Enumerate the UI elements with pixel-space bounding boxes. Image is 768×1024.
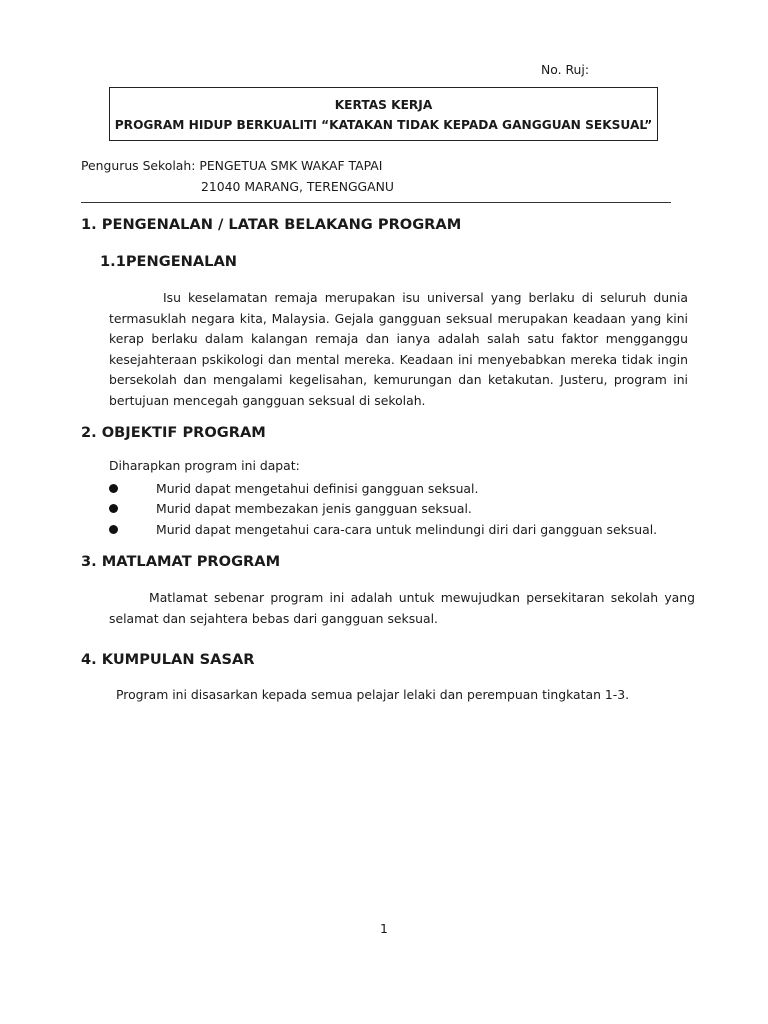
section-1-1-heading: 1.1PENGENALAN bbox=[100, 253, 237, 270]
bullet-icon bbox=[109, 525, 118, 534]
reference-number-label: No. Ruj: bbox=[541, 62, 590, 77]
section-1-heading: 1. PENGENALAN / LATAR BELAKANG PROGRAM bbox=[81, 216, 462, 233]
list-item bbox=[109, 499, 657, 520]
section-4-heading: 4. KUMPULAN SASAR bbox=[81, 651, 255, 668]
section-4-text: Program ini disasarkan kepada semua pelajar lelaki dan perempuan tingkatan 1-3. bbox=[116, 687, 630, 702]
section-3-paragraph bbox=[109, 588, 695, 629]
title-box bbox=[109, 87, 658, 141]
list-item bbox=[109, 478, 657, 499]
school-address-line: 21040 MARANG, TERENGGANU bbox=[201, 179, 394, 194]
section-1-1-paragraph bbox=[109, 288, 688, 412]
objective-text: Murid dapat mengetahui definisi gangguan seksual. bbox=[156, 480, 479, 496]
section-3-text: Matlamat sebenar program ini adalah untuk mewujudkan persekitaran sekolah yang selamat dan sejahtera bebas dari gangguan seksual. bbox=[109, 590, 695, 626]
school-manager-block bbox=[81, 155, 394, 197]
list-item bbox=[109, 519, 657, 540]
school-manager-line: Pengurus Sekolah: PENGETUA SMK WAKAF TAPAI bbox=[81, 158, 383, 173]
section-3-heading: 3. MATLAMAT PROGRAM bbox=[81, 553, 281, 570]
objective-list bbox=[109, 478, 657, 540]
bullet-icon bbox=[109, 504, 118, 513]
section-2-heading: 2. OBJEKTIF PROGRAM bbox=[81, 424, 266, 441]
objective-text: Murid dapat mengetahui cara-cara untuk melindungi diri dari gangguan seksual. bbox=[156, 521, 658, 537]
bullet-icon bbox=[109, 484, 118, 493]
objective-text: Murid dapat membezakan jenis gangguan seksual. bbox=[156, 501, 472, 517]
document-type-title: KERTAS KERJA bbox=[334, 98, 433, 112]
page-number: 1 bbox=[380, 921, 388, 936]
program-title: PROGRAM HIDUP BERKUALITI “KATAKAN TIDAK KEPADA GANGGUAN SEKSUAL” bbox=[114, 118, 653, 132]
section-1-1-text: Isu keselamatan remaja merupakan isu universal yang berlaku di seluruh dunia termasuklah negara kita, Malaysia. Gejala gangguan seksual merupakan keadaan yang kini kerap berlaku dalam kalangan remaja dan ianya adalah salah satu faktor mengganggu kesejahteraan pskikologi dan mental mereka. Keadaan ini menyebabkan mereka tidak ingin bersekolah dan mengalami kegelisahan, kemurungan dan ketakutan. Justeru, program ini bertujuan mencegah gangguan seksual di sekolah. bbox=[109, 290, 688, 408]
section-2-intro: Diharapkan program ini dapat: bbox=[109, 458, 300, 473]
header-divider bbox=[81, 202, 671, 203]
